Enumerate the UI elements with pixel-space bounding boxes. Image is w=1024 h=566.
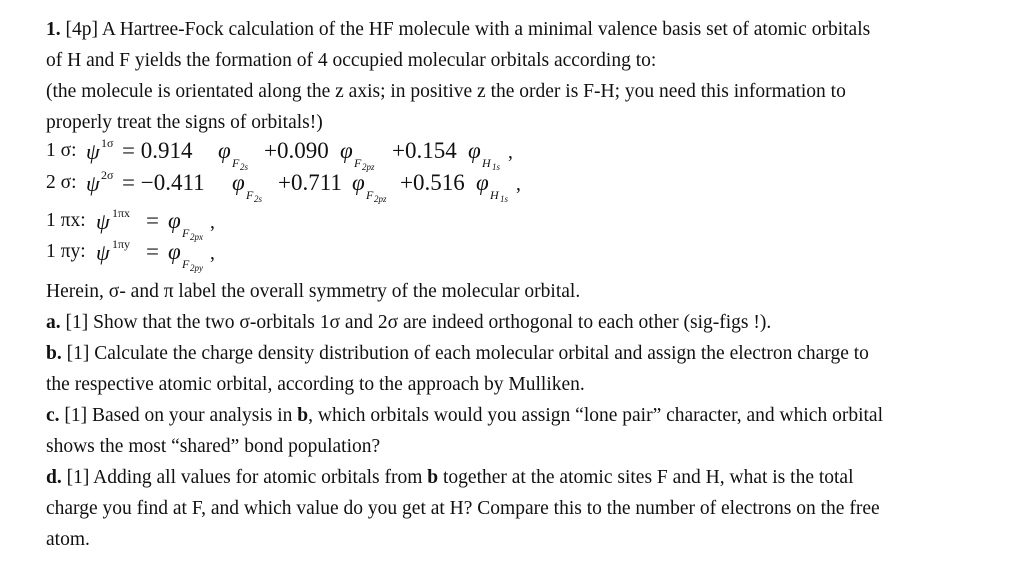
phi-f2pz-subscript: F <box>354 156 362 170</box>
phi-f2s-subscript: F <box>232 156 240 170</box>
part-c-line-2: shows the most “shared” bond population? <box>46 436 381 457</box>
coefficient-f2pz: +0.090 <box>264 138 329 163</box>
equation-2-sigma <box>46 170 1016 202</box>
herein-text: Herein, σ- and π label the overall symmetry of the molecular orbital. <box>46 281 581 302</box>
psi-superscript: 1σ <box>101 136 114 150</box>
phi-h1s-subscript: H <box>482 156 491 170</box>
part-d-letter: d. <box>46 467 62 488</box>
problem-intro-line-1 <box>46 14 1016 45</box>
part-d-bold-ref: b <box>427 467 439 488</box>
equation-comma: , <box>508 142 513 163</box>
coefficient-f2s: = 0.914 <box>122 138 193 163</box>
phi-f2s: φ <box>232 170 245 195</box>
phi-f2s-subscript: F <box>246 188 254 202</box>
equation-1-sigma <box>46 138 1016 170</box>
equation-1-pi-x <box>46 206 1016 242</box>
phi-f2pz: φ <box>352 170 365 195</box>
equation-comma: , <box>210 243 215 264</box>
part-d-text-post: together at the atomic sites F and H, what is the total <box>443 467 854 488</box>
problem-intro-line-2: of H and F yields the formation of 4 occupied molecular orbitals according to: <box>46 50 657 71</box>
part-c-bold-ref: b <box>297 405 309 426</box>
psi-superscript: 2σ <box>101 168 114 182</box>
phi-h1s-subscript-index: 1s <box>500 194 509 204</box>
phi-f2py-subscript: F <box>182 257 190 271</box>
part-c-text-post: , which orbitals would you assign “lone pair” character, and which orbital <box>308 405 883 426</box>
coefficient-h1s: +0.516 <box>400 170 465 195</box>
part-d-text-pre: [1] Adding all values for atomic orbitals from <box>66 467 423 488</box>
equation-1-pi-y-label: 1 πy: <box>46 241 86 262</box>
equation-1-sigma-label: 1 σ: <box>46 140 77 161</box>
coefficient-f2pz: +0.711 <box>278 170 342 195</box>
problem-number: 1. <box>46 19 61 40</box>
part-a-text: [1] Show that the two σ-orbitals 1σ and 2σ are indeed orthogonal to each other (sig-figs !). <box>65 312 772 333</box>
part-c-text-pre: [1] Based on your analysis in <box>64 405 293 426</box>
part-c-letter: c. <box>46 405 60 426</box>
phi-f2s-subscript-index: 2s <box>254 194 263 204</box>
part-a <box>46 307 1016 338</box>
part-d-line-3: atom. <box>46 529 90 550</box>
coefficient-f2s: = −0.411 <box>122 170 205 195</box>
equation-comma: , <box>516 174 521 195</box>
phi-f2s: φ <box>218 138 231 163</box>
psi-symbol: ψ <box>96 240 110 265</box>
phi-f2px-subscript-index: 2px <box>190 232 203 242</box>
part-a-letter: a. <box>46 312 61 333</box>
phi-h1s-subscript: H <box>490 188 499 202</box>
phi-f2pz-subscript-index: 2pz <box>362 162 375 172</box>
part-d-line-1 <box>46 462 1016 493</box>
psi-symbol: ψ <box>86 139 100 164</box>
problem-intro-line-4: properly treat the signs of orbitals!) <box>46 112 323 133</box>
problem-document <box>46 14 1016 555</box>
phi-f2px: φ <box>168 208 181 233</box>
part-b-line-2: the respective atomic orbital, according to the approach by Mulliken. <box>46 374 585 395</box>
coefficient-h1s: +0.154 <box>392 138 457 163</box>
phi-h1s: φ <box>476 170 489 195</box>
problem-intro-line-3: (the molecule is orientated along the z axis; in positive z the order is F-H; you need this information to <box>46 81 846 102</box>
part-c-line-1 <box>46 400 1016 431</box>
equation-1-pi-x-label: 1 πx: <box>46 210 86 231</box>
psi-superscript: 1πy <box>112 237 131 251</box>
part-b-line-1 <box>46 338 1016 369</box>
psi-symbol: ψ <box>86 171 100 196</box>
equation-2-sigma-label: 2 σ: <box>46 172 77 193</box>
equation-comma: , <box>210 212 215 233</box>
psi-symbol: ψ <box>96 209 110 234</box>
phi-f2py-subscript-index: 2py <box>190 263 203 273</box>
equals-sign: = <box>146 239 159 264</box>
phi-h1s: φ <box>468 138 481 163</box>
problem-points: [4p] <box>65 19 98 40</box>
part-b-text-1: [1] Calculate the charge density distribution of each molecular orbital and assign the electron charge to <box>66 343 869 364</box>
phi-f2pz-subscript: F <box>366 188 374 202</box>
problem-intro-text-1: A Hartree-Fock calculation of the HF molecule with a minimal valence basis set of atomic orbitals <box>101 19 871 40</box>
phi-f2s-subscript-index: 2s <box>240 162 249 172</box>
phi-f2px-subscript: F <box>182 226 190 240</box>
phi-f2pz: φ <box>340 138 353 163</box>
phi-h1s-subscript-index: 1s <box>492 162 501 172</box>
equals-sign: = <box>146 208 159 233</box>
psi-superscript: 1πx <box>112 206 131 220</box>
part-b-letter: b. <box>46 343 62 364</box>
part-d-line-2: charge you find at F, and which value do you get at H? Compare this to the number of electrons on the free <box>46 498 880 519</box>
phi-f2pz-subscript-index: 2pz <box>374 194 387 204</box>
phi-f2py: φ <box>168 239 181 264</box>
